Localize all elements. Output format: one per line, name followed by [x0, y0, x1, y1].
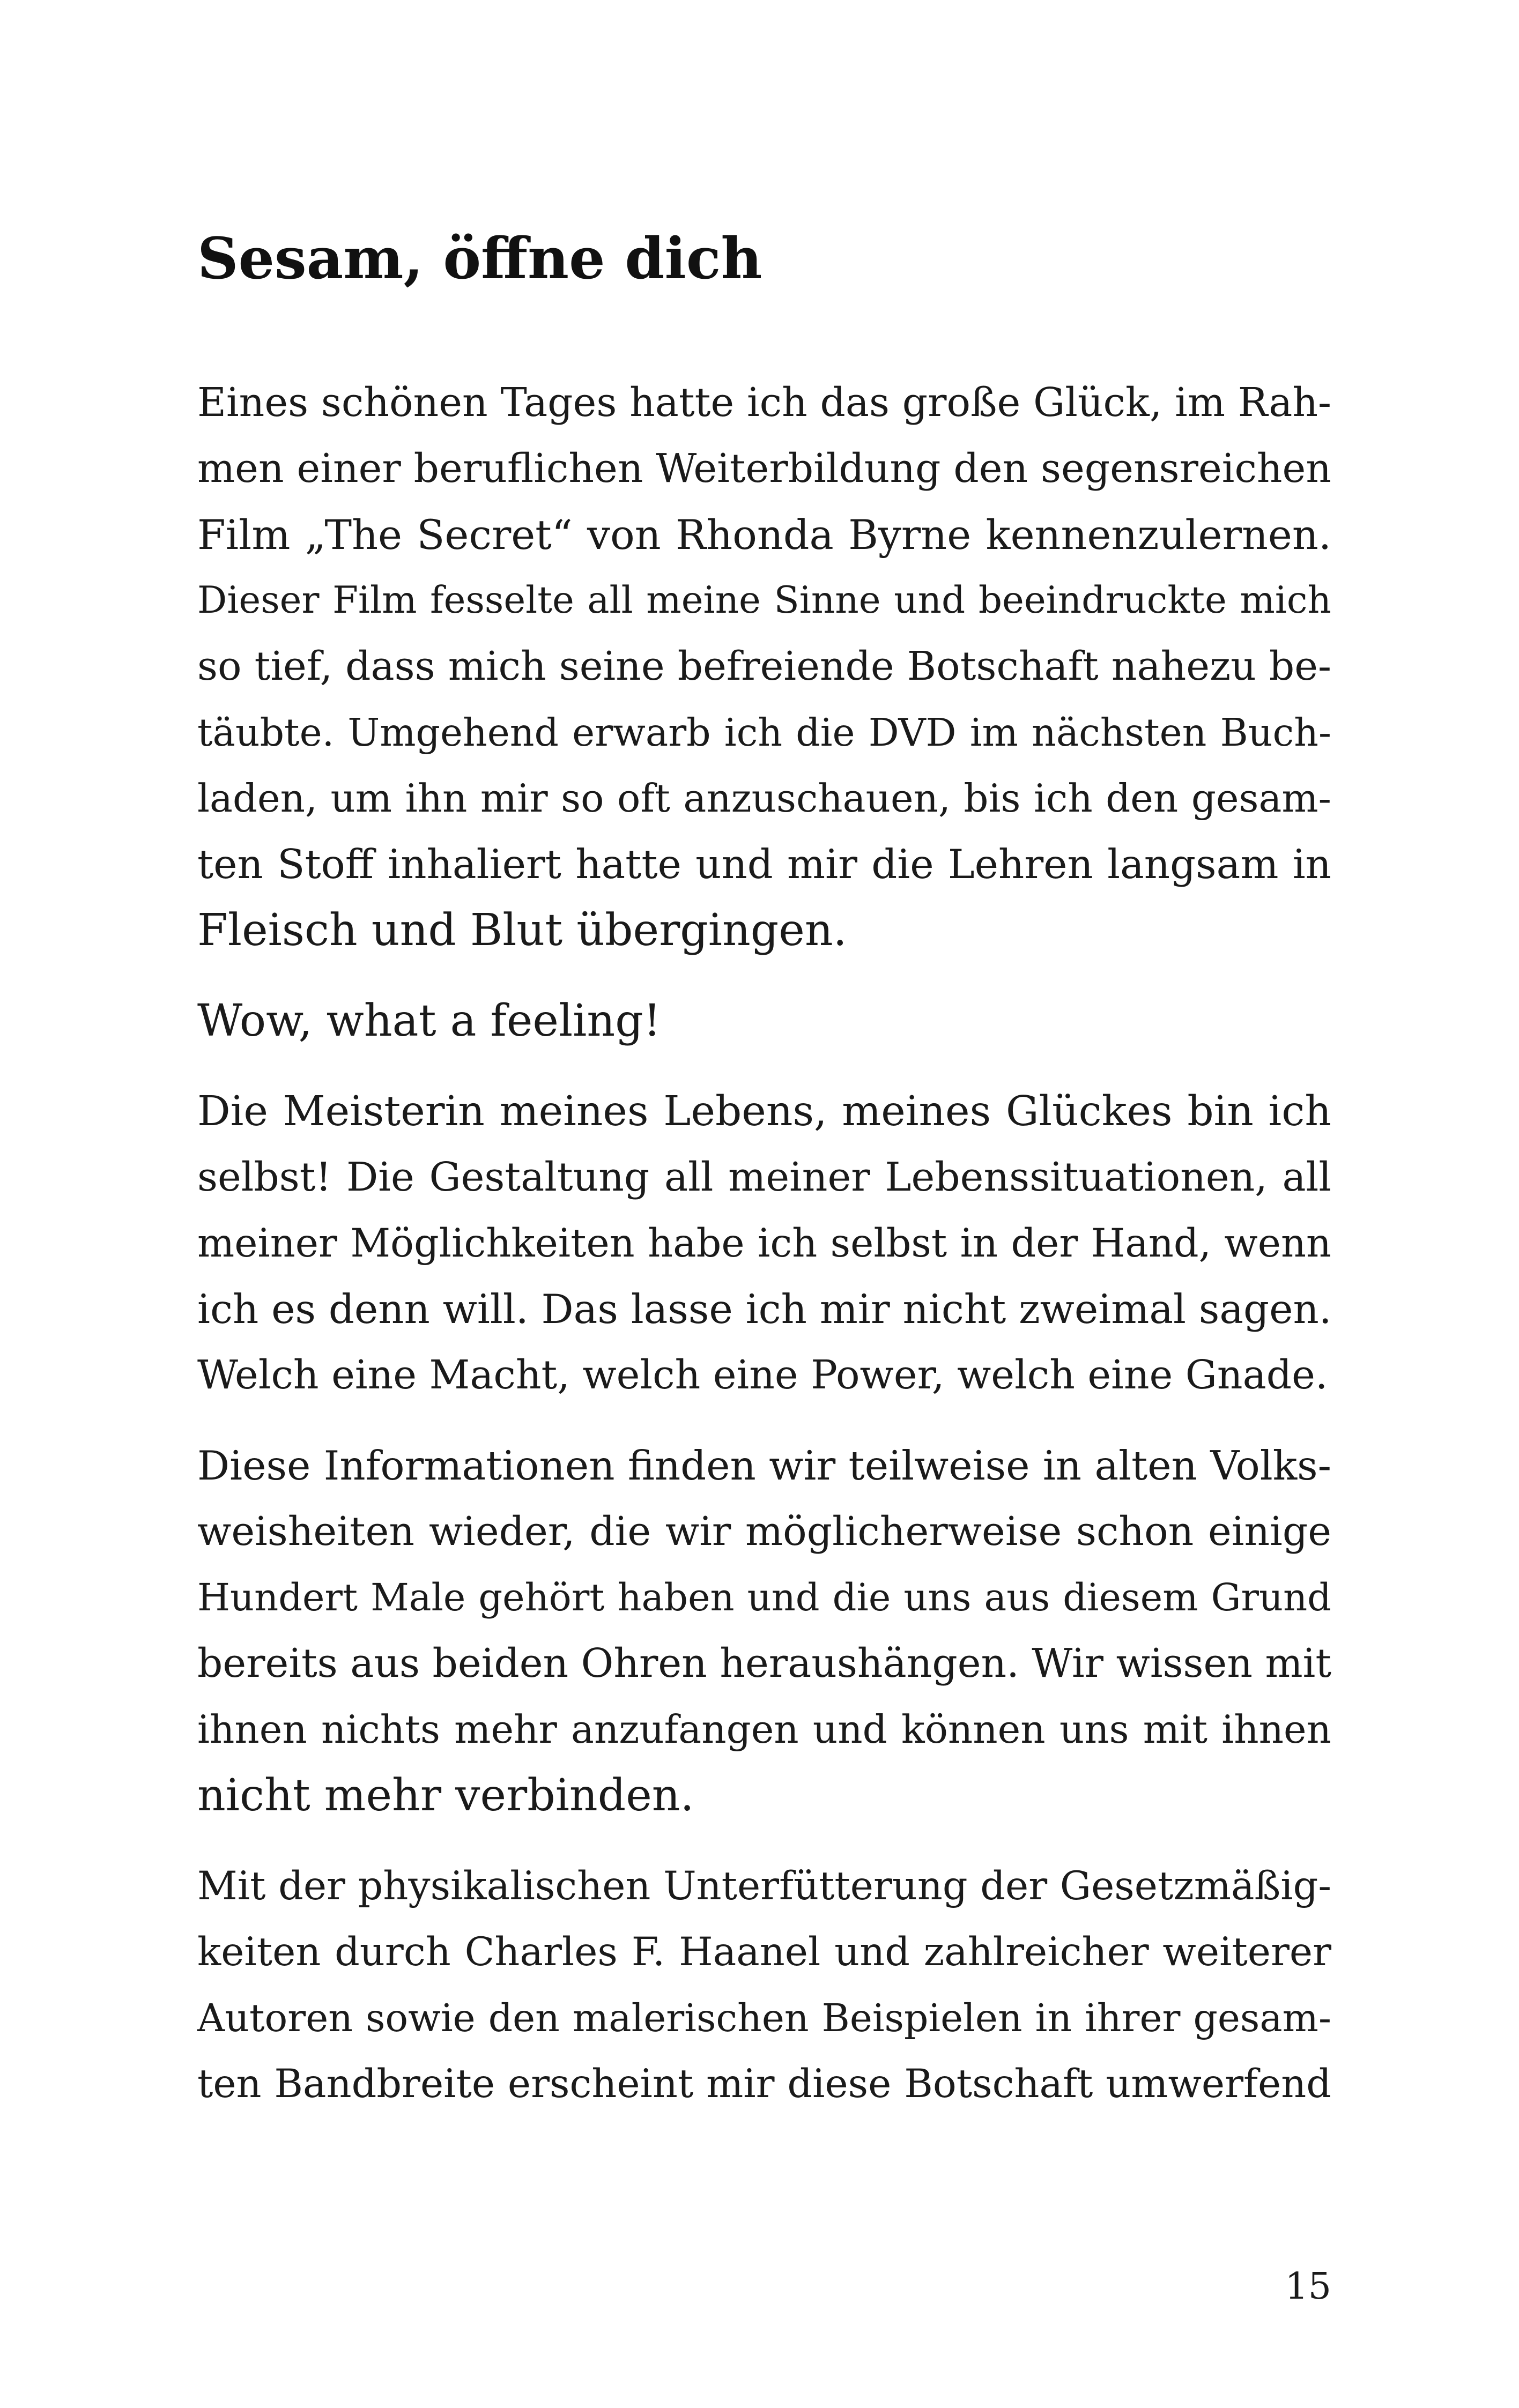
text-line: Hundert Male gehört haben und die uns aus diesem Grund: [197, 1575, 1331, 1619]
paragraph: [197, 1433, 1331, 1829]
text-line: men einer beruflichen Weiterbildung den segensreichen: [197, 445, 1331, 492]
text-line: Mit der physikalischen Unterfütterung der Gesetzmäßig-: [197, 1863, 1331, 1909]
page-number: 15: [1285, 2265, 1331, 2308]
text-line: so tief, dass mich seine befreiende Botschaft nahezu be-: [197, 643, 1331, 689]
paragraph: [197, 1079, 1331, 1408]
text-line: keiten durch Charles F. Haanel und zahlreicher weiterer: [197, 1929, 1331, 1975]
text-line: Diese Informationen finden wir teilweise in alten Volks-: [197, 1442, 1331, 1489]
paragraph: [197, 370, 1331, 963]
text-line: meiner Möglichkeiten habe ich selbst in der Hand, wenn: [197, 1221, 1331, 1266]
text-line: Dieser Film fesselte all meine Sinne und beeindruckte mich: [197, 579, 1331, 622]
text-line: Autoren sowie den malerischen Beispielen in ihrer gesam-: [197, 1996, 1331, 2040]
text-line: ich es denn will. Das lasse ich mir nicht zweimal sagen.: [197, 1285, 1332, 1333]
paragraph: [197, 988, 1331, 1054]
text-line: ten Stoff inhaliert hatte und mir die Lehren langsam in: [197, 841, 1331, 888]
text-line: täubte. Umgehend erwarb ich die DVD im nächsten Buch-: [197, 710, 1331, 755]
text-line: ihnen nichts mehr anzufangen und können uns mit ihnen: [197, 1707, 1331, 1752]
text-line: selbst! Die Gestaltung all meiner Lebenssituationen, all: [197, 1154, 1331, 1200]
text-line: Fleisch und Blut übergingen.: [197, 905, 847, 956]
text-line: bereits aus beiden Ohren heraushängen. Wir wissen mit: [197, 1640, 1332, 1686]
paragraph: [197, 1853, 1331, 2117]
text-line: Welch eine Macht, welch eine Power, welch eine Gnade.: [197, 1352, 1328, 1398]
text-line: laden, um ihn mir so oft anzuschauen, bis ich den gesam-: [197, 776, 1331, 821]
body-text: [197, 370, 1331, 2142]
text-line: Wow, what a feeling!: [197, 995, 661, 1046]
text-line: weisheiten wieder, die wir möglicherweise schon einige: [197, 1508, 1331, 1555]
text-line: Film „The Secret“ von Rhonda Byrne kennenzulernen.: [197, 511, 1331, 559]
text-line: Eines schönen Tages hatte ich das große Glück, im Rah-: [197, 380, 1331, 426]
text-line: ten Bandbreite erscheint mir diese Botschaft umwerfend: [197, 2061, 1331, 2107]
chapter-title: Sesam, öffne dich: [197, 225, 762, 292]
text-line: Die Meisterin meines Lebens, meines Glückes bin ich: [197, 1088, 1331, 1135]
text-line: nicht mehr verbinden.: [197, 1770, 694, 1821]
